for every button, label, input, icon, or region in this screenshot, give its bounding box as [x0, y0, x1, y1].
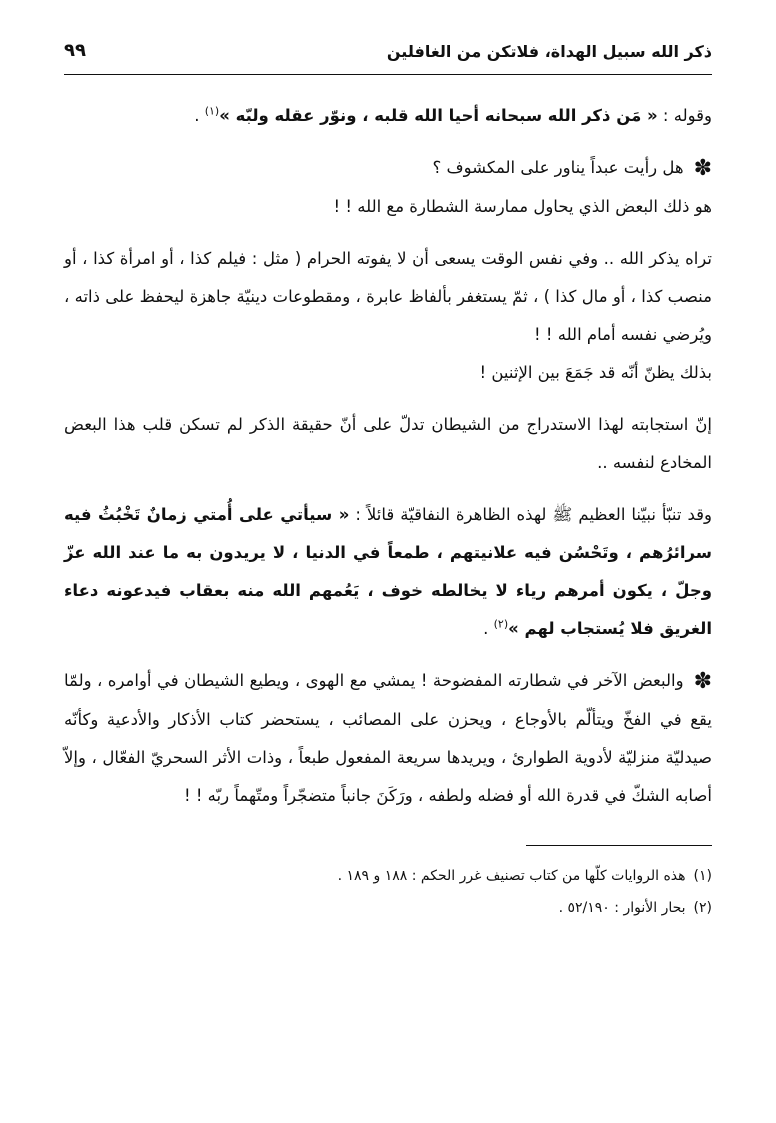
paragraph-text: والبعض الآخر في شطارته المفضوحة ! يمشي مع الهوى ، ويطيع الشيطان في أوامره ، ولمّا يقع في الفخّ ويتألّم بالأوجاع ، ويحزن على المصائب ، يستحضر كتاب الأذكار والأدعية وكأنّه صيدليّة منزليّة لأدوية الطوارئ ، ويريدها سريعة المفعول طبعاً ، وذات الأثر السحريّ الفعّال ، وإلاّ أصابه الشكّ في قدرة الله أو فضله ولطفه ، ورَكَنَ جانباً متضجّراً ومتّهماً ربّه ! !	[64, 671, 712, 805]
ornament-star-icon: ✽	[693, 669, 712, 694]
paragraph-other-group	[64, 662, 712, 815]
paragraph-hadith-prophecy	[64, 496, 712, 648]
paragraph-text-block: بذلك يظنّ أنّه قد جَمَعَ بين الإثنين !	[479, 363, 712, 382]
paragraph-tail: .	[194, 106, 205, 125]
footnote-divider	[526, 845, 712, 846]
running-title: ذكر الله سبيل الهداة، فلاتكن من الغافلين	[386, 42, 712, 61]
book-page	[64, 36, 712, 1086]
paragraph-text-block: تراه يذكر الله .. وفي نفس الوقت يسعى أن لا يفوته الحرام ( مثل : فيلم كذا ، أو امرأة كذا ، أو منصب كذا ، أو مال كذا ) ، ثمّ يستغفر بألفاظ عابرة ، ومقطوعات دينيّة جاهزة ليحفظ على ذاته ، ويُرضي نفسه أمام الله ! !	[64, 249, 712, 344]
footnote-text: بحار الأنوار : ٥٢/١٩٠ .	[558, 900, 686, 916]
paragraph-hadith-dhikr	[64, 97, 712, 135]
footnote-number: (٢)	[693, 900, 712, 916]
ornament-star-icon: ✽	[693, 156, 712, 181]
footnote-number: (١)	[693, 868, 712, 884]
paragraph-text-block: هو ذلك البعض الذي يحاول ممارسة الشطارة مع الله ! !	[333, 197, 712, 216]
footnote-item	[64, 892, 712, 924]
page-number: ٩٩	[64, 40, 86, 61]
footnote-text: هذه الروايات كلّها من كتاب تصنيف غرر الحكم : ١٨٨ و ١٨٩ .	[337, 868, 686, 884]
paragraph-tail: .	[483, 619, 494, 638]
footnotes	[64, 860, 712, 924]
paragraph-question	[64, 149, 712, 188]
paragraph-lead: وقوله :	[657, 106, 712, 125]
footnote-ref: (١)	[204, 104, 220, 118]
hadith-quote: « سيأتي على أُمتي زمانٌ تَخْبُثُ فيه سرائرُهم ، وتَحْسُن فيه علانيتهم ، طمعاً في الدنيا ، لا يريدون به ما عند الله عزّ وجلّ ، يكون أمرهم رياء لا يخالطه خوف ، يَعُمهم الله منه بعقاب فيدعونه دعاء الغريق فلا يُستجاب لهم »	[64, 505, 712, 638]
paragraph-text-block: إنّ استجابته لهذا الاستدراج من الشيطان تدلّ على أنّ حقيقة الذكر لم تسكن قلب هذا البعض المخادع لنفسه ..	[64, 415, 712, 472]
footnote-item	[64, 860, 712, 892]
body-text	[64, 97, 712, 815]
paragraph-text: هل رأيت عبداً يناور على المكشوف ؟	[432, 158, 684, 177]
page-header	[64, 36, 712, 75]
footnote-ref: (٢)	[493, 617, 509, 631]
paragraph-lead: وقد تنبّأ نبيّنا العظيم ﷺ لهذه الظاهرة النفاقيّة قائلاً :	[349, 505, 712, 524]
hadith-quote: « مَن ذكر الله سبحانه أحيا الله قلبه ، ونوّر عقله ولبّه »	[219, 106, 658, 125]
